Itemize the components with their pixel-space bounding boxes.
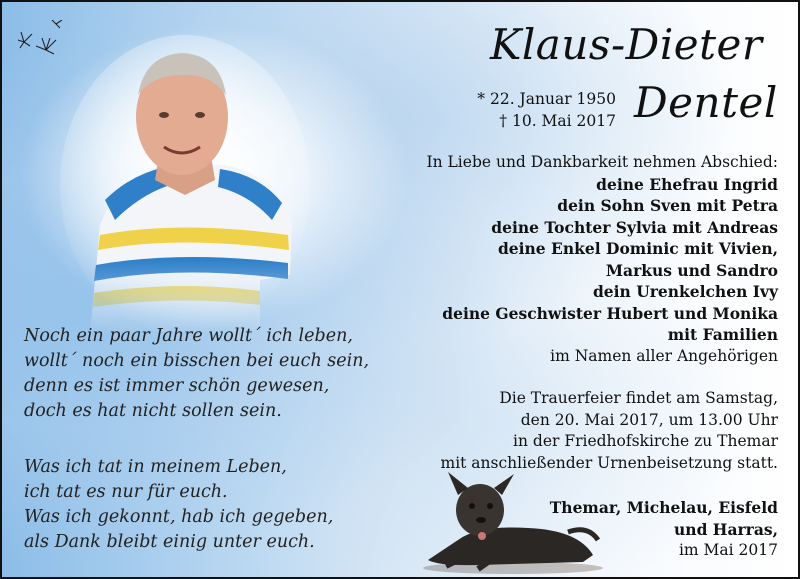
poem-line: Was ich tat in meinem Leben, <box>24 457 287 477</box>
poem-line: doch es hat nicht sollen sein. <box>24 401 282 421</box>
places-line: Themar, Michelau, Eisfeld <box>549 498 778 517</box>
dandelion-seed-icon <box>16 20 66 56</box>
deceased-last-name: Dentel <box>634 78 778 127</box>
mourner-line: dein Sohn Sven mit Petra <box>557 196 778 215</box>
places-and-date <box>550 497 778 562</box>
mourners-intro: In Liebe und Dankbarkeit nehmen Abschied: <box>426 153 778 171</box>
birth-date: * 22. Januar 1950 <box>477 90 616 108</box>
mourner-line: deine Ehefrau Ingrid <box>596 174 778 194</box>
poem-line: wollt´ noch ein bisschen bei euch sein, <box>24 351 370 371</box>
poem-line: als Dank bleibt einig unter euch. <box>24 532 315 552</box>
service-line: Die Trauerfeier findet am Samstag, <box>499 389 778 407</box>
poem-stanza-1 <box>24 324 369 424</box>
service-line: den 20. Mai 2017, um 13.00 Uhr <box>520 410 778 429</box>
poem-line: Was ich gekonnt, hab ich gegeben, <box>24 507 334 527</box>
poem-line: denn es ist immer schön gewesen, <box>24 376 330 396</box>
places-line: und Harras, <box>674 519 778 539</box>
poem-stanza-2 <box>24 455 333 555</box>
poem-line: Noch ein paar Jahre wollt´ ich leben, <box>24 326 353 346</box>
poem-line: ich tat es nur für euch. <box>24 482 228 502</box>
mourner-line: dein Urenkelchen Ivy <box>592 282 778 301</box>
notice-date: im Mai 2017 <box>678 541 778 559</box>
mourner-line: Markus und Sandro <box>605 260 778 280</box>
funeral-service-info <box>441 388 779 474</box>
portrait-photo <box>60 35 310 335</box>
mourner-line: mit Familien <box>667 325 778 344</box>
death-date: † 10. Mai 2017 <box>499 112 616 130</box>
mourner-line: deine Tochter Sylvia mit Andreas <box>491 217 778 237</box>
service-line: mit anschließender Urnenbeisetzung statt. <box>440 453 778 472</box>
mourners-closing: im Namen aller Angehörigen <box>550 346 778 365</box>
service-line: in der Friedhofskirche zu Themar <box>513 432 778 450</box>
deceased-first-name: Klaus-Dieter <box>490 20 763 69</box>
mourner-line: deine Enkel Dominic mit Vivien, <box>497 239 778 258</box>
mourners-list <box>426 152 778 367</box>
life-dates <box>466 88 616 132</box>
mourner-line: deine Geschwister Hubert und Monika <box>442 303 778 323</box>
